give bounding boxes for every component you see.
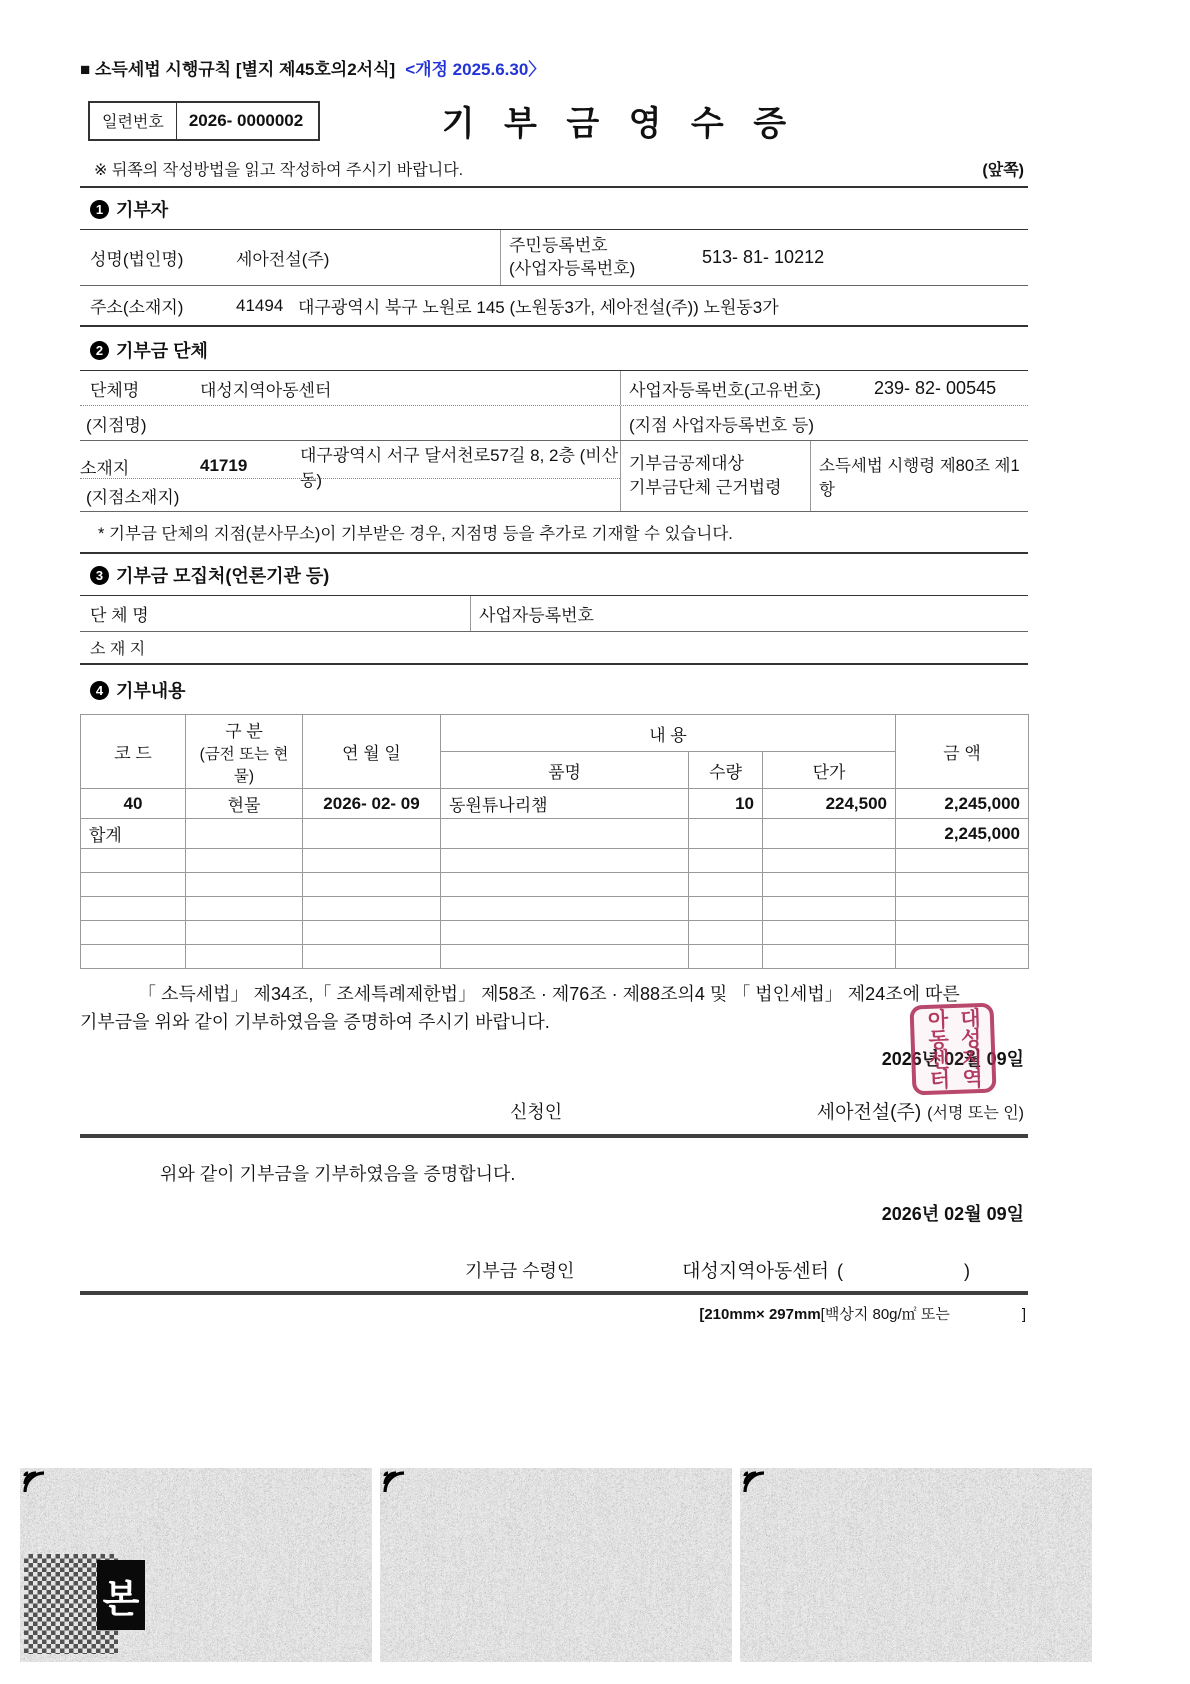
org-address-label: 소재지 <box>80 458 130 478</box>
cell-amount: 2,245,000 <box>896 789 1029 819</box>
total-empty-1 <box>186 819 303 849</box>
copy-watermark-char: 본 <box>97 1560 145 1630</box>
table-empty-row <box>81 897 1029 921</box>
instruction-row <box>80 157 1028 186</box>
instruction-note: ※ 뒤쪽의 작성방법을 읽고 작성하여 주시기 바랍니다. <box>94 162 464 179</box>
col-qty: 수량 <box>689 752 763 789</box>
section-4-number-icon: 4 <box>90 681 109 700</box>
table-row <box>81 789 1029 819</box>
total-label: 합계 <box>81 819 186 849</box>
org-address-value: 대구광역시 서구 달서천로57길 8, 2층 (비산동) <box>300 446 619 490</box>
collector-name-row <box>80 595 1028 631</box>
section-2-number-icon: 2 <box>90 341 109 360</box>
receipt-date: 2026년 02월 09일 <box>881 1203 1024 1224</box>
donor-name-label: 성명(법인명) <box>90 250 184 269</box>
col-type <box>186 715 303 789</box>
donor-address-zip: 41494 <box>236 295 284 315</box>
applicant-row <box>80 1097 1028 1124</box>
section-collector-title: 기부금 모집처(언론기관 등) <box>116 566 330 586</box>
collector-biz-label: 사업자등록번호 <box>470 596 1028 631</box>
donor-reg-value: 513- 81- 10212 <box>702 247 825 267</box>
org-branch-row <box>80 406 1028 440</box>
donor-address-label: 주소(소재지) <box>90 298 184 317</box>
receipt-statement: 위와 같이 기부금을 기부하였음을 증명합니다. <box>160 1163 516 1184</box>
org-seal-stamp: 대성지역아동센터 <box>909 1003 996 1096</box>
org-name-value: 대성지역아동센터 <box>200 380 332 400</box>
donor-name-value: 세아전설(주) <box>236 250 330 269</box>
org-address-zip: 41719 <box>200 456 248 475</box>
cell-date: 2026- 02- 09 <box>303 789 441 819</box>
donation-details-table <box>80 714 1029 969</box>
col-type-line1: 구 분 <box>225 722 263 741</box>
org-law-label <box>620 441 810 511</box>
serial-label: 일련번호 <box>102 114 164 131</box>
title-row <box>80 96 1028 145</box>
serial-value: 2026- 0000002 <box>176 103 318 139</box>
org-name-label: 단체명 <box>90 380 140 400</box>
noise-band-2 <box>380 1468 732 1662</box>
donor-address-row <box>80 285 1028 327</box>
divider-rule-2 <box>80 1291 1028 1295</box>
form-reference: ■ 소득세법 시행규칙 [별지 제45호의2서식] <box>80 60 396 79</box>
org-branch-biz-label: (지점 사업자등록번호 등) <box>620 406 1028 440</box>
table-header-row-1 <box>81 715 1029 752</box>
form-reference-row <box>80 55 1028 80</box>
paper-size-note <box>80 1303 1028 1324</box>
certify-statement-line1: 「 소득세법」 제34조,「 조세특례제한법」 제58조 · 제76조 · 제88조의4 및 「 법인세법」 제24조에 따른 <box>138 984 960 1004</box>
total-amount: 2,245,000 <box>896 819 1029 849</box>
org-name-row <box>80 370 1028 406</box>
serial-number-box <box>88 101 320 141</box>
total-empty-4 <box>689 819 763 849</box>
org-address-left <box>80 441 620 511</box>
org-biz-label: 사업자등록번호(고유번호) <box>620 371 838 405</box>
org-footnote: * 기부금 단체의 지점(분사무소)이 기부받은 경우, 지점명 등을 추가로 기재할 수 있습니다. <box>98 525 733 543</box>
receiver-row <box>80 1256 1028 1283</box>
org-address-block <box>80 440 1028 512</box>
section-donor-title: 기부자 <box>116 200 169 220</box>
org-branch-label: (지점명) <box>86 415 147 435</box>
cell-unit: 224,500 <box>763 789 896 819</box>
col-item: 품명 <box>441 752 689 789</box>
paper-size-rest: [백상지 80g/㎡ 또는 <box>820 1305 950 1323</box>
cell-qty: 10 <box>689 789 763 819</box>
certify-statement-line2: 기부금을 위와 같이 기부하였음을 증명하여 주시기 바랍니다. <box>80 1011 550 1032</box>
table-empty-row <box>81 945 1029 969</box>
total-empty-3 <box>441 819 689 849</box>
certify-date: 2026년 02월 09일 <box>881 1048 1024 1069</box>
collector-address-row <box>80 631 1028 665</box>
donor-address-value: 대구광역시 북구 노원로 145 (노원동3가, 세아전설(주)) 노원동3가 <box>298 298 779 317</box>
applicant-name: 세아전설(주) <box>816 1101 922 1123</box>
table-empty-row <box>81 849 1029 873</box>
section-donor-heading <box>80 186 1028 229</box>
col-date: 연 월 일 <box>303 715 441 789</box>
org-law-label-2: 기부금단체 근거법령 <box>629 478 782 497</box>
org-law-label-1: 기부금공제대상 <box>629 454 744 474</box>
table-total-row <box>81 819 1029 849</box>
org-branch-address-label: (지점소재지) <box>86 487 180 507</box>
section-org-heading <box>80 329 1028 370</box>
cell-code: 40 <box>81 789 186 819</box>
divider-rule-1 <box>80 1134 1028 1138</box>
table-empty-row <box>81 873 1029 897</box>
section-collector-heading <box>80 552 1028 595</box>
section-details-title: 기부내용 <box>116 681 186 701</box>
table-empty-row <box>81 921 1029 945</box>
org-address-row <box>80 441 620 490</box>
form-content <box>80 55 1028 1324</box>
page-title: 기 부 금 영 수 증 <box>441 105 797 143</box>
org-biz-value: 239- 82- 00545 <box>874 377 997 398</box>
receipt-date-row <box>80 1200 1028 1226</box>
section-1-number-icon: 1 <box>90 200 109 219</box>
col-code: 코 드 <box>81 715 186 789</box>
col-content: 내 용 <box>441 715 896 752</box>
certify-statement <box>80 981 1028 1037</box>
security-noise-strips <box>0 1466 1190 1666</box>
donor-reg-label-1: 주민등록번호 <box>509 235 608 255</box>
total-empty-2 <box>303 819 441 849</box>
section-org-title: 기부금 단체 <box>116 341 208 361</box>
receiver-name: 대성지역아동센터 <box>682 1260 829 1282</box>
col-unit: 단가 <box>763 752 896 789</box>
org-law-value: 소득세법 시행령 제80조 제1항 <box>810 441 1028 511</box>
cell-item: 동원튜나리챔 <box>441 789 689 819</box>
paper-size-close: ] <box>1021 1305 1026 1323</box>
collector-address-label: 소 재 지 <box>90 641 146 658</box>
col-type-line2: (금전 또는 현물) <box>199 746 289 785</box>
donor-reg-label-2: (사업자등록번호) <box>509 258 636 278</box>
section-3-number-icon: 3 <box>90 566 109 585</box>
donor-reg-label <box>500 230 670 285</box>
donor-name-row <box>80 229 1028 285</box>
total-empty-5 <box>763 819 896 849</box>
section-details-heading <box>80 669 1028 710</box>
revision-note: <개정 2025.6.30〉 <box>405 60 546 79</box>
paper-size-bold: [210mm× 297mm <box>699 1305 821 1323</box>
noise-band-3 <box>740 1468 1092 1662</box>
collector-name-label: 단 체 명 <box>90 606 149 625</box>
col-amount: 금 액 <box>896 715 1029 789</box>
sign-note: (서명 또는 인) <box>927 1104 1024 1122</box>
org-branch-address-row <box>80 479 620 511</box>
front-side-label: (앞쪽) <box>982 162 1024 179</box>
applicant-label: 신청인 <box>510 1101 563 1122</box>
receiver-seal-parens: ( ) <box>837 1260 1028 1281</box>
cell-type: 현물 <box>186 789 303 819</box>
receiver-label: 기부금 수령인 <box>465 1260 575 1281</box>
certify-date-row <box>80 1045 1028 1071</box>
